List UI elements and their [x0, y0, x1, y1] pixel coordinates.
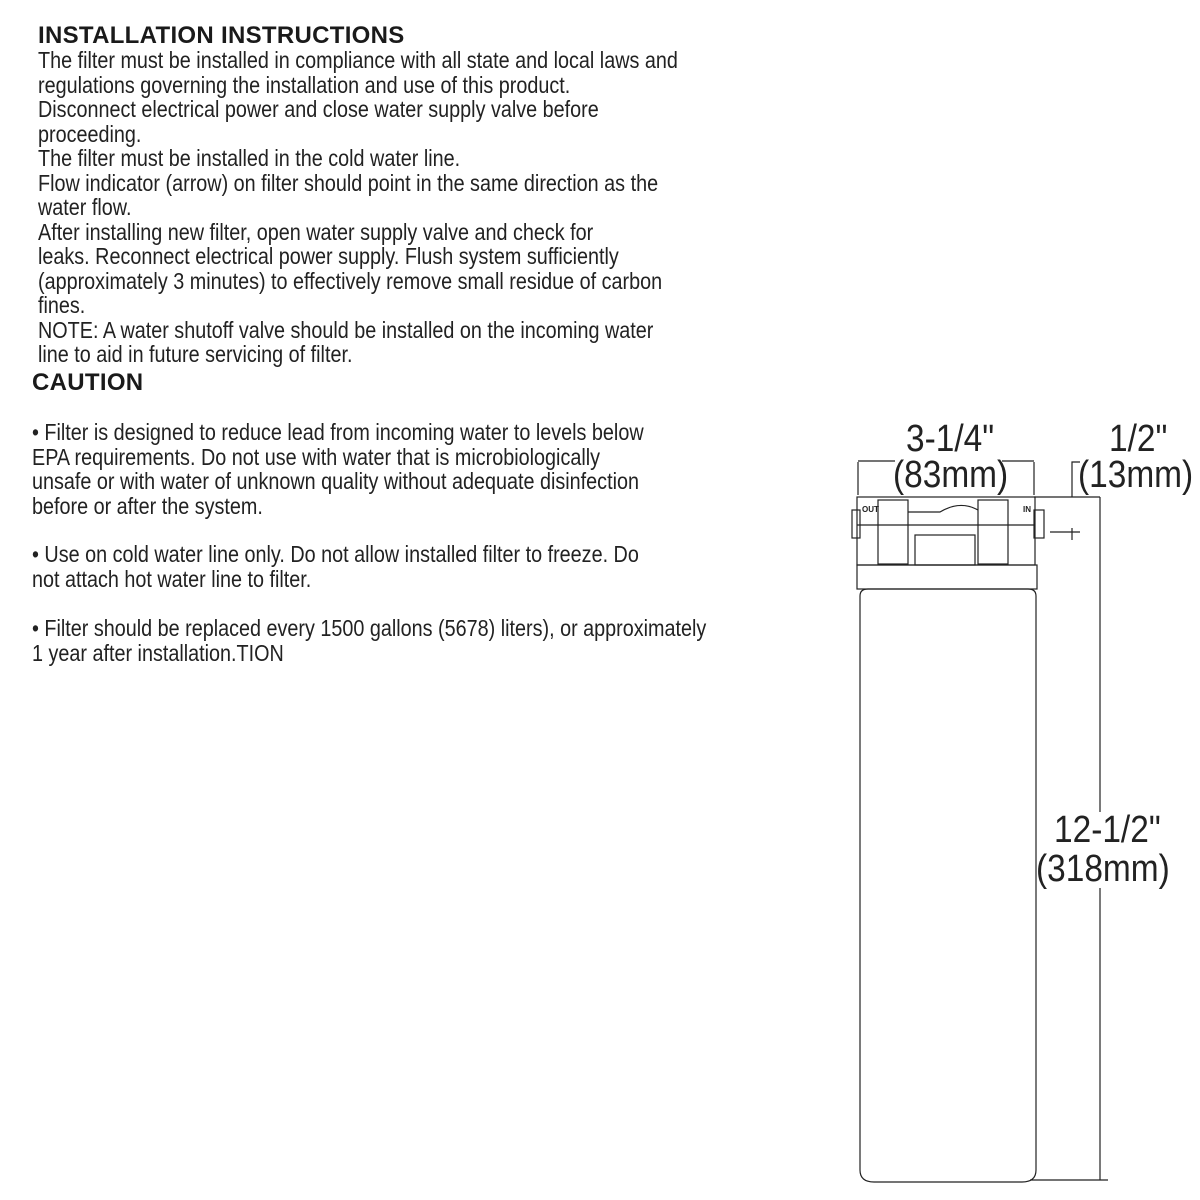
instruction-line: regulations governing the installation and use of this product.	[38, 71, 571, 98]
width-dimension-inches: 3-1/4"	[906, 418, 995, 460]
instruction-line: line to aid in future servicing of filter.	[38, 341, 353, 367]
top-dimension-mm: (13mm)	[1078, 454, 1194, 496]
caution-line: • Filter is designed to reduce lead from incoming water to levels below	[32, 419, 644, 445]
filter-cartridge	[860, 589, 1036, 1182]
instruction-line: NOTE: A water shutoff valve should be installed on the incoming water	[38, 316, 654, 343]
installation-heading: INSTALLATION INSTRUCTIONS	[38, 22, 405, 49]
caution-heading: CAUTION	[32, 369, 144, 396]
instruction-line: proceeding.	[38, 120, 142, 147]
head-left-clamp	[878, 500, 908, 564]
instruction-line: The filter must be installed in the cold water line.	[38, 145, 461, 171]
caution-line: not attach hot water line to filter.	[32, 565, 312, 592]
outlet-label: OUT	[862, 505, 879, 514]
outlet-port	[852, 510, 860, 538]
instruction-line: fines.	[38, 292, 86, 318]
filter-collar	[857, 565, 1037, 589]
head-right-clamp	[978, 500, 1008, 564]
head-valve-cap	[908, 505, 978, 512]
height-dimension-mm: (318mm)	[1036, 848, 1170, 890]
caution-line: • Use on cold water line only. Do not allow installed filter to freeze. Do	[32, 541, 639, 567]
instruction-line: Disconnect electrical power and close water supply valve before	[38, 96, 599, 122]
inlet-label: IN	[1023, 505, 1031, 514]
caution-line: • Filter should be replaced every 1500 gallons (5678) liters), or approximately	[32, 615, 707, 641]
caution-line: EPA requirements. Do not use with water that is microbiologically	[32, 443, 601, 470]
instruction-line: (approximately 3 minutes) to effectively remove small residue of carbon	[38, 267, 663, 294]
instruction-line: Flow indicator (arrow) on filter should point in the same direction as the	[38, 169, 659, 196]
caution-line: unsafe or with water of unknown quality without adequate disinfection	[32, 468, 639, 494]
width-dimension-mm: (83mm)	[893, 454, 1009, 496]
head-center-body	[915, 535, 975, 565]
caution-line: 1 year after installation.TION	[32, 639, 284, 666]
caution-line: before or after the system.	[32, 492, 263, 519]
top-dimension-inches: 1/2"	[1109, 418, 1168, 460]
instruction-line: After installing new filter, open water supply valve and check for	[38, 218, 594, 245]
height-dimension-inches: 12-1/2"	[1054, 809, 1161, 851]
instruction-line: The filter must be installed in compliance with all state and local laws and	[38, 47, 678, 73]
instruction-line: water flow.	[38, 194, 132, 220]
instruction-line: leaks. Reconnect electrical power supply. Flush system sufficiently	[38, 243, 619, 269]
